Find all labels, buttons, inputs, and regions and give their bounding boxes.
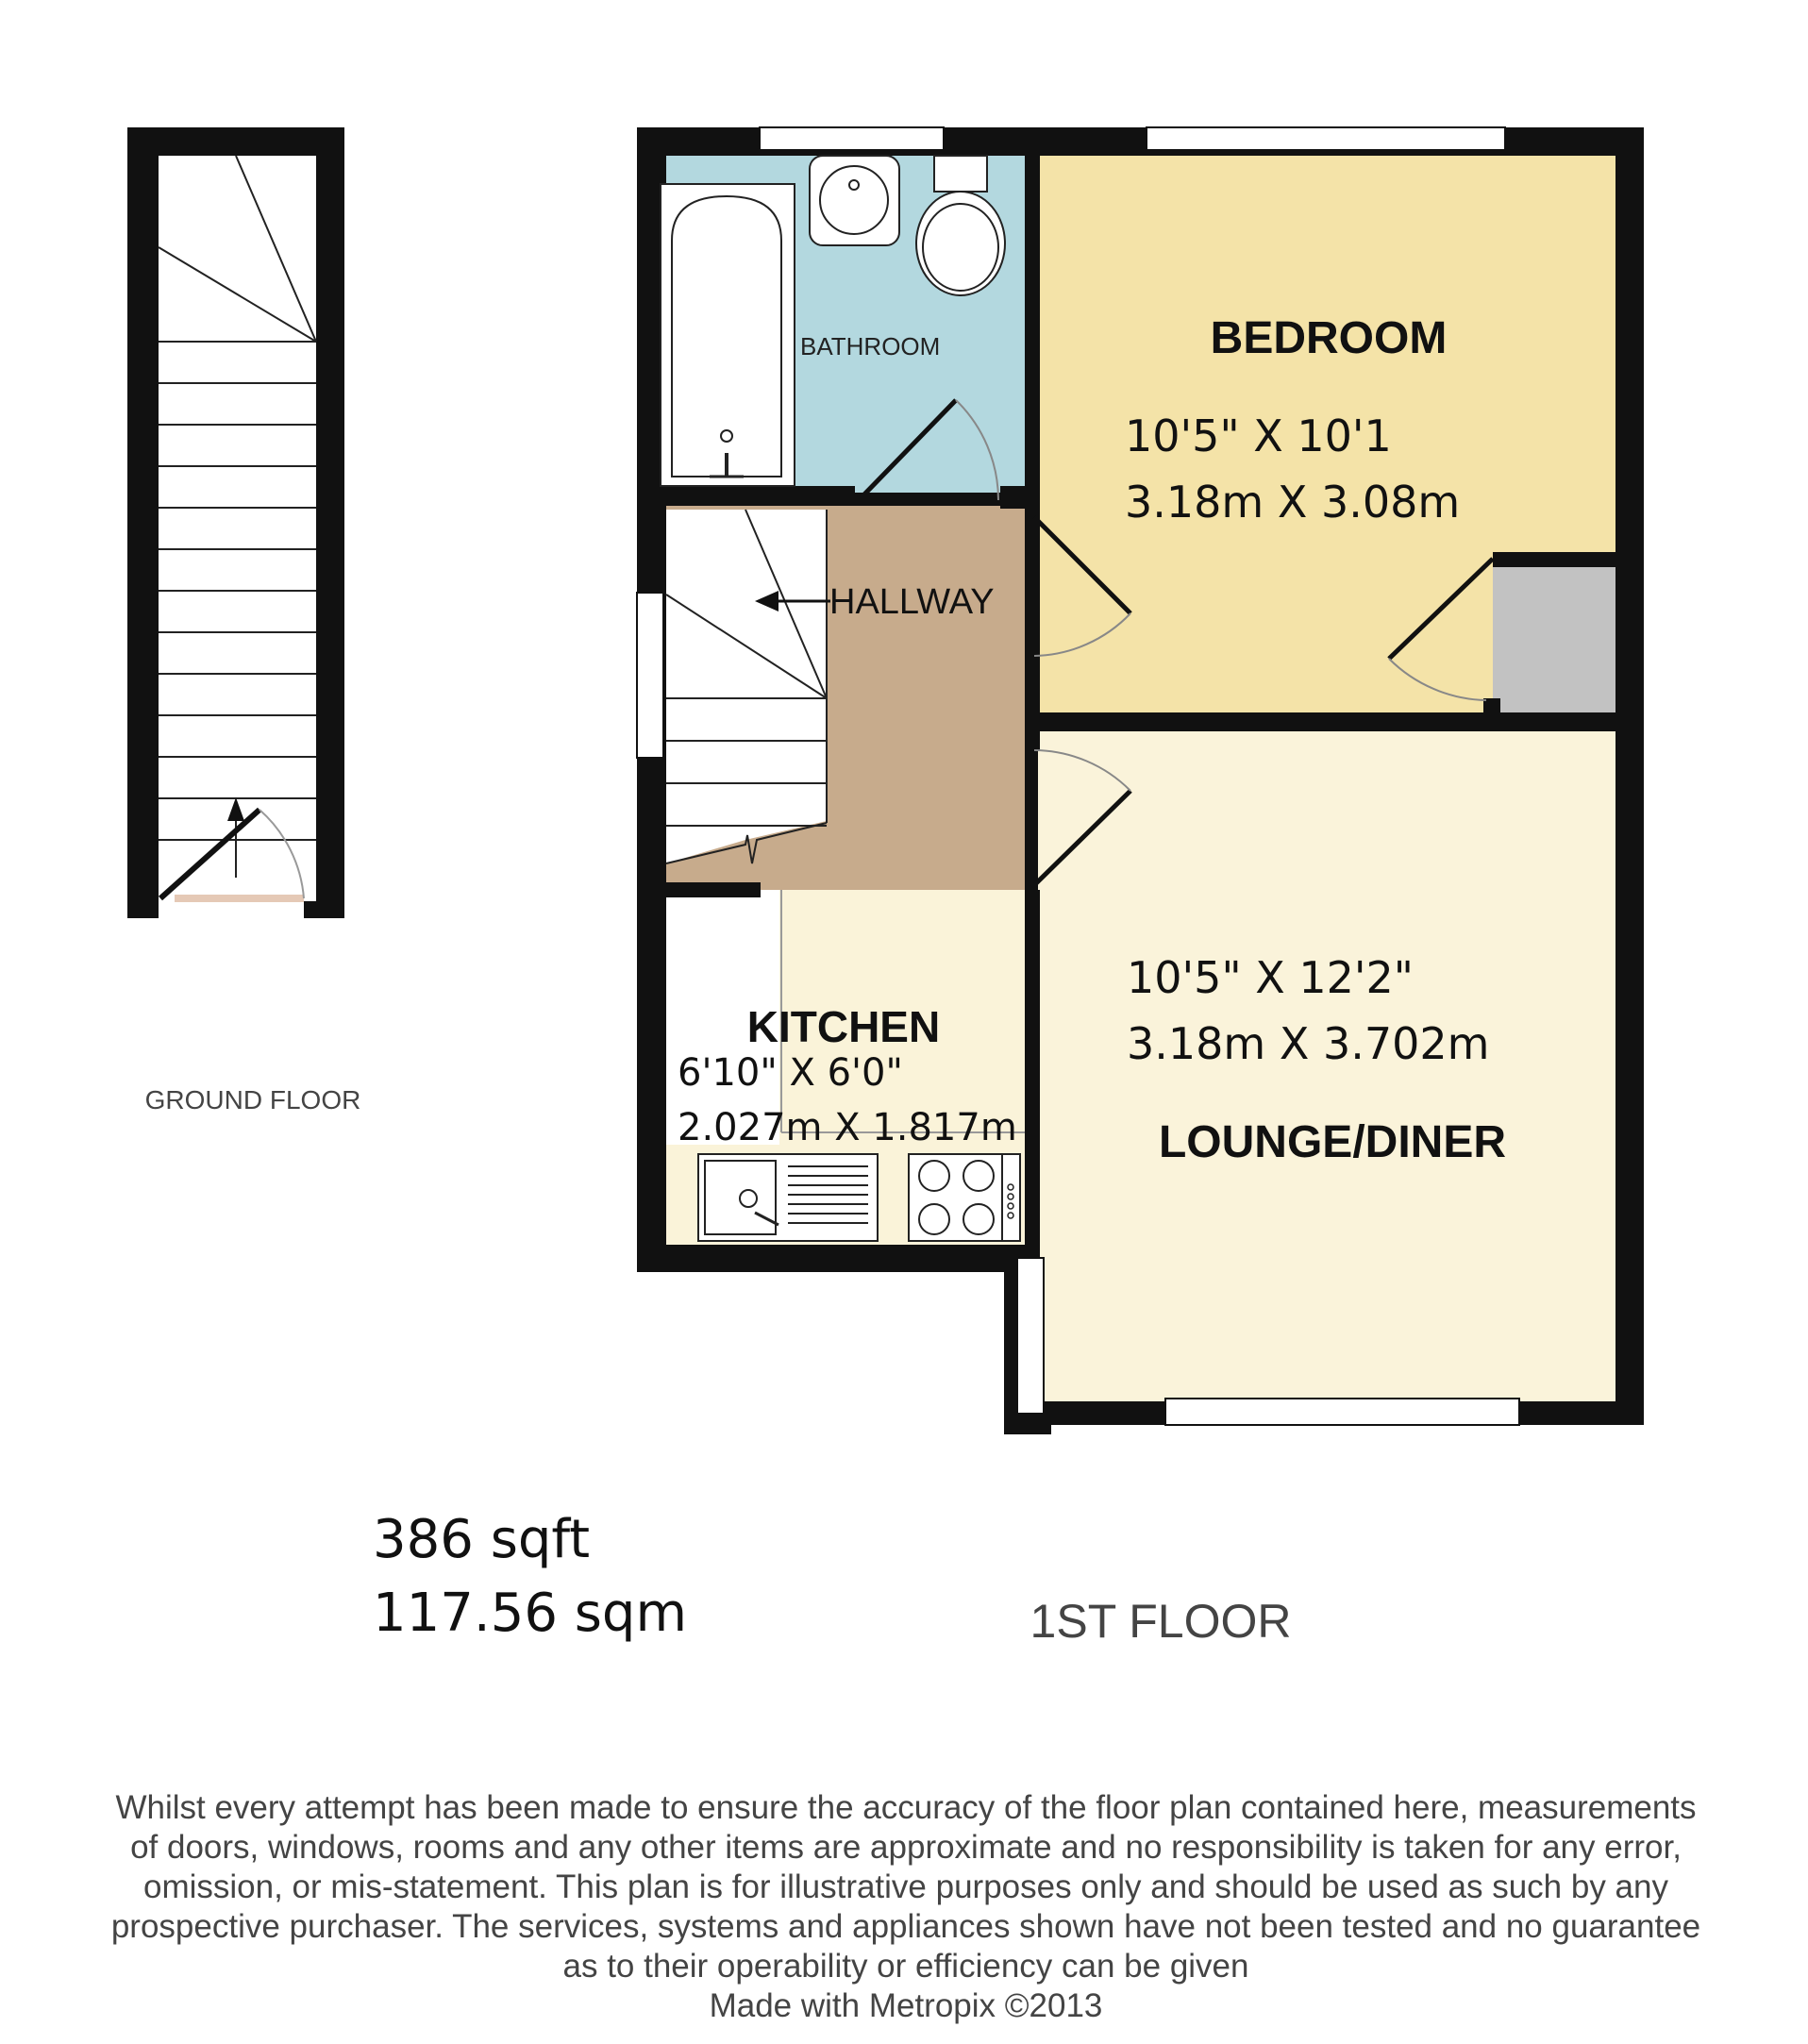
hob-icon — [909, 1154, 1020, 1241]
basin-icon — [810, 156, 899, 245]
bedroom-dim-metric: 3.18m X 3.08m — [1125, 477, 1461, 528]
first-floor-stairs — [666, 510, 827, 863]
kitchen-label: KITCHEN — [746, 1002, 941, 1051]
wall-kitchen-top — [666, 882, 761, 897]
ground-floor-door-opening — [159, 901, 304, 918]
kitchen-dim-metric: 2.027m X 1.817m — [678, 1106, 1017, 1149]
kitchen-dim-imperial: 6'10" X 6'0" — [678, 1051, 903, 1095]
stair-window — [637, 593, 663, 758]
wall-bath-hall-end — [1000, 486, 1040, 509]
first-floor-label: 1ST FLOOR — [1030, 1595, 1292, 1648]
sink-icon — [698, 1154, 878, 1241]
disclaimer-line: Whilst every attempt has been made to ensure the accuracy of the floor plan contained here, measurements — [115, 1789, 1697, 1826]
ground-floor-stairwell — [159, 156, 316, 901]
bedroom-label: BEDROOM — [1210, 313, 1448, 363]
disclaimer-line: omission, or mis-statement. This plan is for illustrative purposes only and should be used as such by any — [143, 1868, 1668, 1905]
disclaimer-line: prospective purchaser. The services, systems and appliances shown have not been tested and no guarantee — [110, 1908, 1701, 1945]
wall-bed-lounge — [1025, 715, 1615, 730]
ground-floor-plan — [127, 127, 344, 918]
bathtub-icon — [661, 184, 795, 486]
disclaimer-line: as to their operability or efficiency can be given — [562, 1948, 1249, 1985]
hallway-label: HALLWAY — [829, 582, 995, 622]
lounge-dim-metric: 3.18m X 3.702m — [1127, 1018, 1490, 1069]
bedroom-window — [1147, 127, 1505, 150]
wall-cupboard-post — [1483, 698, 1500, 717]
area-sqft: 386 sqft — [373, 1509, 591, 1570]
wall-cupboard-top — [1493, 552, 1615, 567]
lounge-side-window — [1017, 1258, 1044, 1414]
cupboard-area — [1493, 564, 1615, 712]
disclaimer-line: of doors, windows, rooms and any other items are approximate and no responsibility is taken for any error, — [130, 1829, 1682, 1866]
wall-bath-bed — [1025, 156, 1040, 510]
first-floor-plan — [637, 127, 1644, 1434]
lounge-dim-imperial: 10'5" X 12'2" — [1127, 952, 1414, 1003]
wall-hall-bed — [1025, 656, 1040, 750]
credit-line: Made with Metropix ©2013 — [709, 1987, 1103, 2024]
lounge-label: LOUNGE/DINER — [1158, 1117, 1507, 1167]
area-sqm: 117.56 sqm — [373, 1583, 688, 1644]
bathroom-label: BATHROOM — [800, 332, 941, 360]
wall-bath-hall — [666, 486, 855, 501]
ground-floor-label: GROUND FLOOR — [144, 1085, 361, 1114]
bedroom-dim-imperial: 10'5" X 10'1 — [1125, 410, 1392, 461]
wall-kitchen-lounge — [1025, 890, 1040, 1267]
lounge-window — [1165, 1399, 1519, 1425]
bathroom-window — [760, 127, 944, 150]
disclaimer — [57, 1788, 1755, 2026]
